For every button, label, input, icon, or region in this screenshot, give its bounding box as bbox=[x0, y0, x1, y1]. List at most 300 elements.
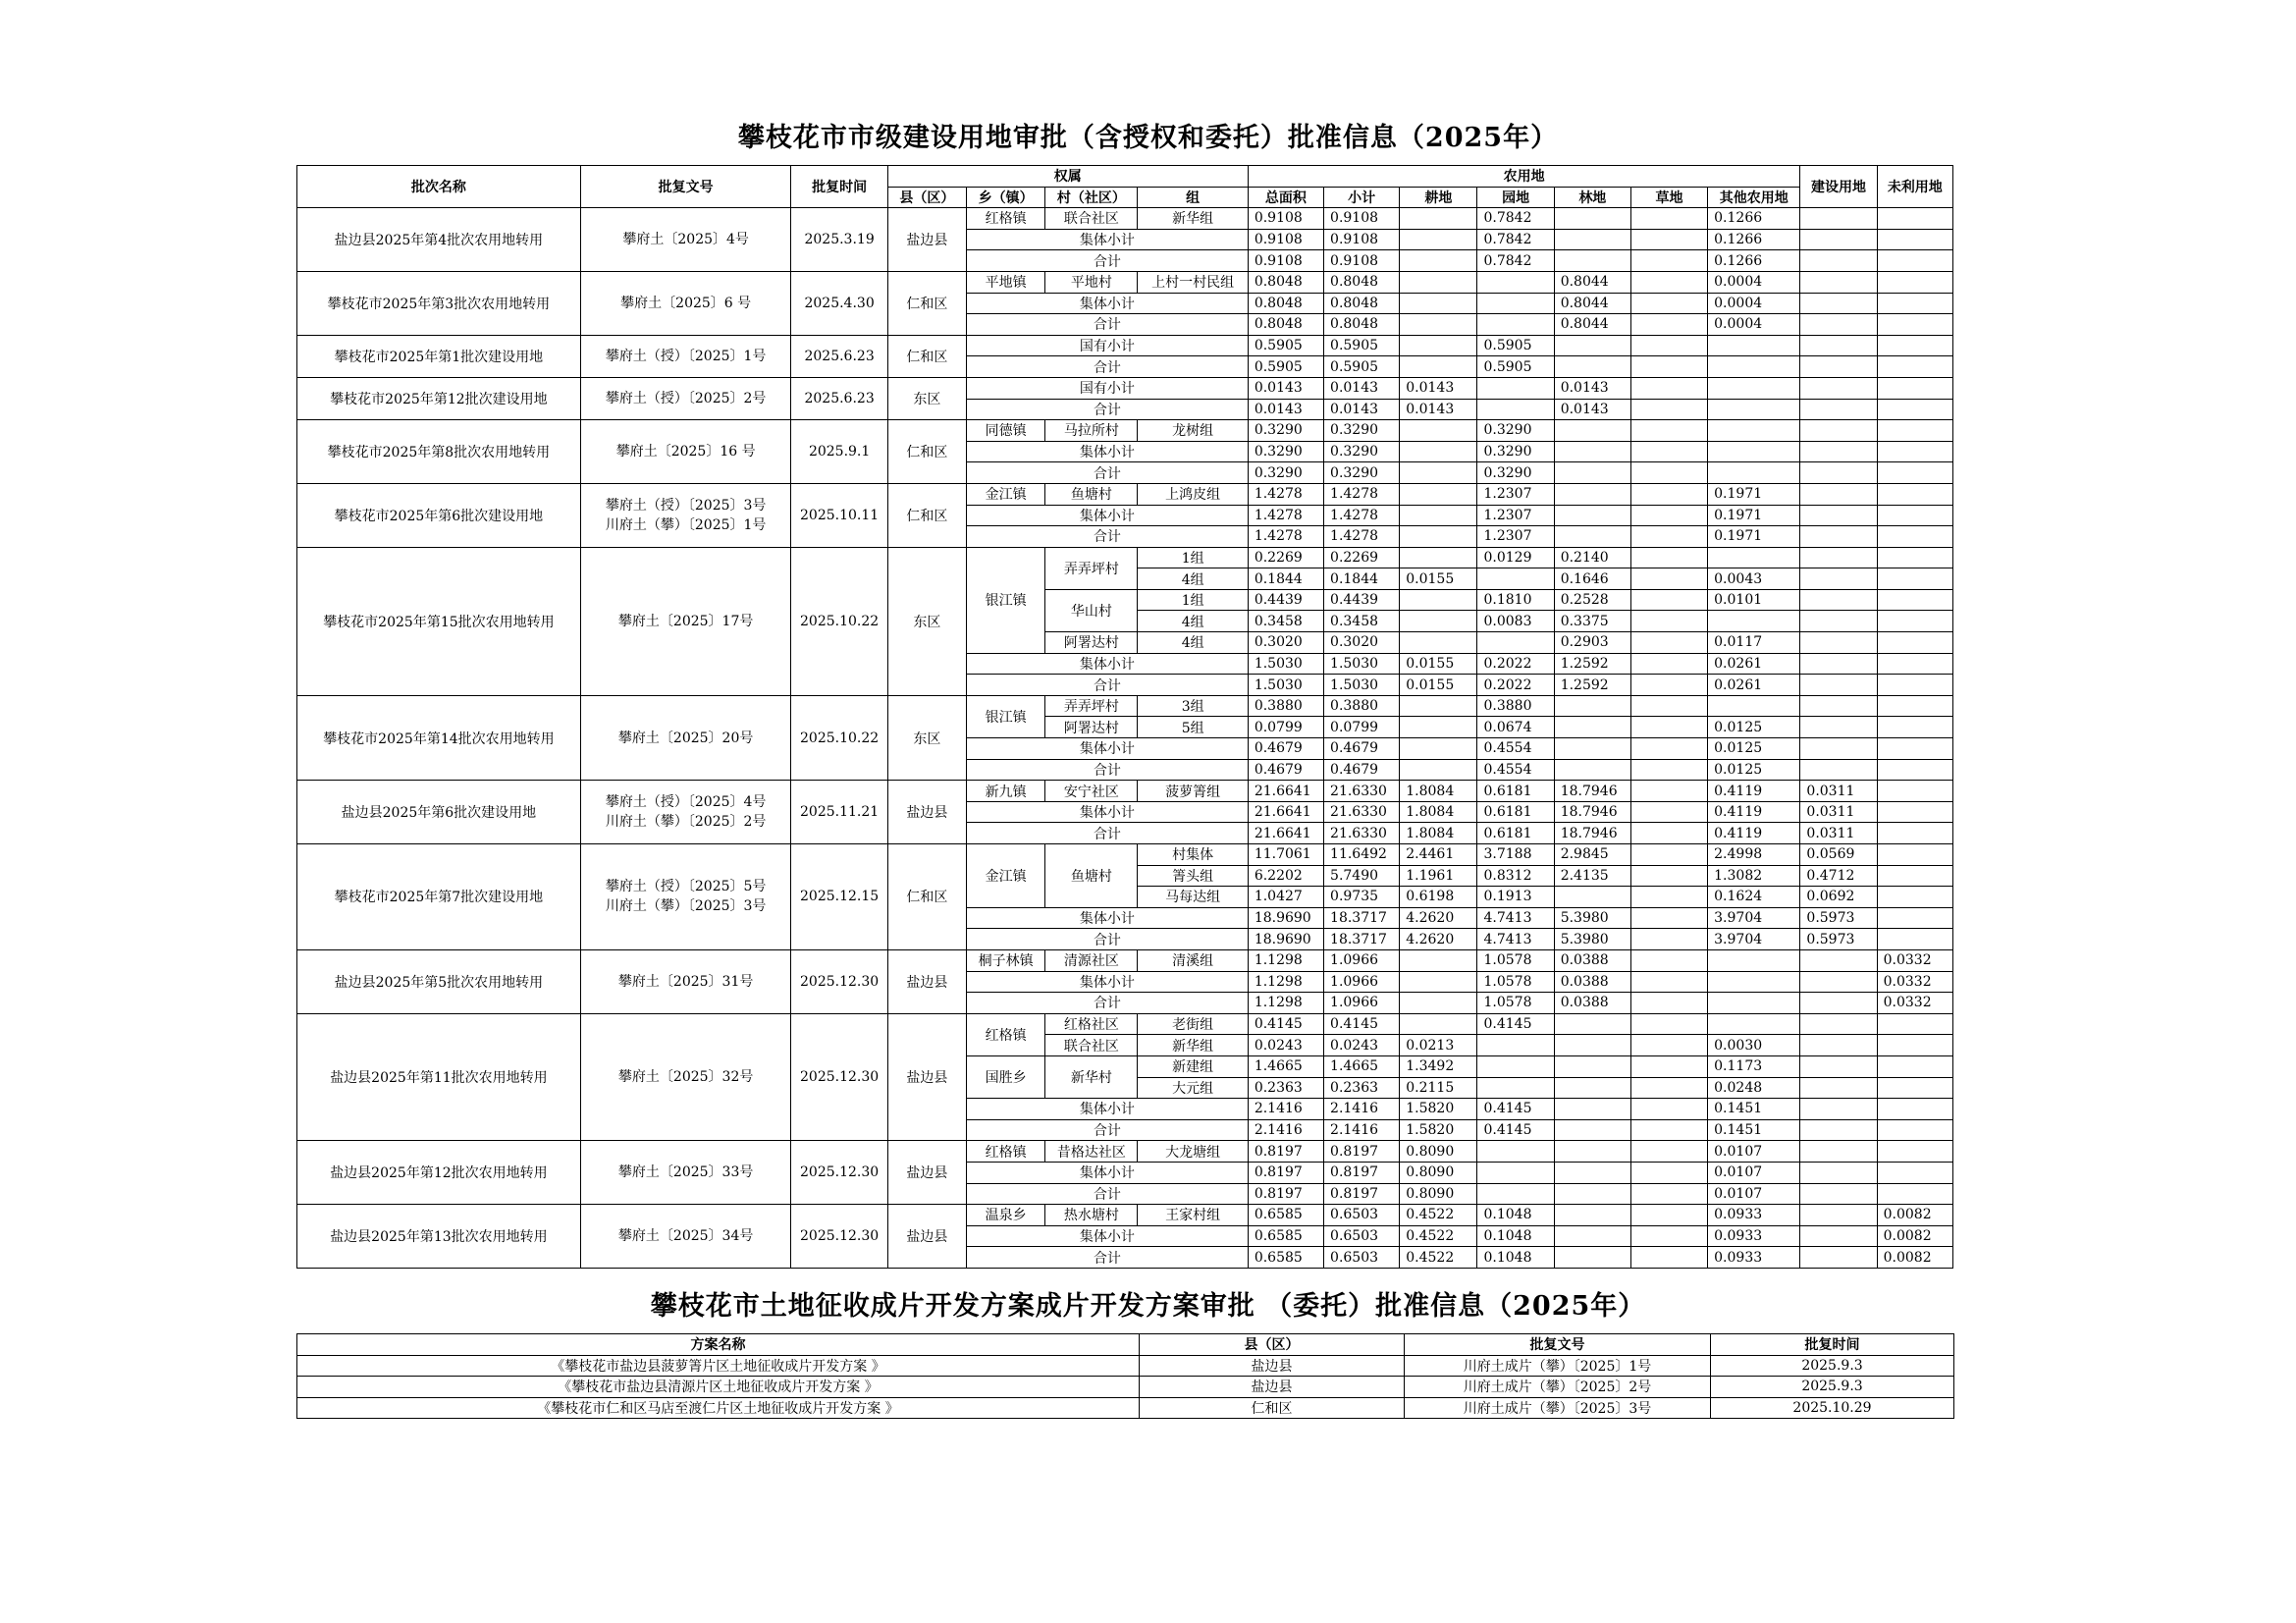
value-construction: 0.0311 bbox=[1800, 823, 1877, 844]
value-garden: 4.7413 bbox=[1477, 907, 1554, 929]
plan-header-name: 方案名称 bbox=[297, 1334, 1140, 1356]
value-total: 1.4665 bbox=[1248, 1055, 1323, 1077]
batch-doc bbox=[580, 1141, 791, 1205]
value-otherfarm: 0.0117 bbox=[1708, 632, 1800, 654]
value-garden bbox=[1477, 1183, 1554, 1205]
value-total: 6.2202 bbox=[1248, 865, 1323, 887]
group-cell: 村集体 bbox=[1138, 844, 1248, 866]
value-unused bbox=[1877, 1035, 1952, 1056]
value-otherfarm: 0.4119 bbox=[1708, 781, 1800, 802]
value-grass bbox=[1630, 271, 1707, 293]
village-cell: 弄弄坪村 bbox=[1045, 547, 1138, 589]
header-doc: 批复文号 bbox=[580, 166, 791, 208]
doc-number: 攀府土〔2025〕20号 bbox=[617, 730, 754, 746]
value-construction bbox=[1800, 675, 1877, 696]
value-arable: 1.5820 bbox=[1400, 1099, 1477, 1120]
value-grass bbox=[1630, 971, 1707, 993]
value-total: 1.4278 bbox=[1248, 505, 1323, 526]
value-unused bbox=[1877, 399, 1952, 420]
value-otherfarm bbox=[1708, 335, 1800, 356]
value-total: 0.8197 bbox=[1248, 1162, 1323, 1183]
batch-name: 盐边县2025年第5批次农用地转用 bbox=[297, 949, 581, 1013]
value-garden bbox=[1477, 568, 1554, 590]
header-arable: 耕地 bbox=[1400, 187, 1477, 208]
batch-doc bbox=[580, 547, 791, 695]
value-subtotal: 0.6503 bbox=[1324, 1247, 1400, 1269]
value-otherfarm bbox=[1708, 611, 1800, 632]
value-forest bbox=[1554, 208, 1630, 230]
doc-number: 攀府土（授）〔2025〕4号 bbox=[605, 794, 767, 811]
plan-name: 《攀枝花市盐边县菠萝箐片区土地征收成片开发方案 》 bbox=[297, 1355, 1140, 1377]
village-cell: 安宁社区 bbox=[1045, 781, 1138, 802]
group-cell: 箐头组 bbox=[1138, 865, 1248, 887]
value-arable: 4.2620 bbox=[1400, 929, 1477, 950]
value-total: 18.9690 bbox=[1248, 907, 1323, 929]
value-garden: 0.0129 bbox=[1477, 547, 1554, 568]
table-row bbox=[297, 844, 1953, 866]
value-subtotal: 21.6330 bbox=[1324, 823, 1400, 844]
value-forest bbox=[1554, 738, 1630, 760]
subtotal-label: 合计 bbox=[966, 462, 1248, 484]
value-otherfarm: 0.0933 bbox=[1708, 1247, 1800, 1269]
value-garden: 1.2307 bbox=[1477, 505, 1554, 526]
value-arable: 0.0155 bbox=[1400, 675, 1477, 696]
batch-county: 仁和区 bbox=[887, 335, 966, 377]
value-arable: 1.5820 bbox=[1400, 1119, 1477, 1141]
value-unused bbox=[1877, 1099, 1952, 1120]
value-construction bbox=[1800, 441, 1877, 462]
batch-date: 2025.12.30 bbox=[791, 949, 887, 1013]
value-total: 18.9690 bbox=[1248, 929, 1323, 950]
value-grass bbox=[1630, 356, 1707, 378]
value-total: 0.4679 bbox=[1248, 738, 1323, 760]
table-row bbox=[297, 420, 1953, 442]
value-garden: 1.2307 bbox=[1477, 483, 1554, 505]
value-arable bbox=[1400, 229, 1477, 250]
group-cell: 新建组 bbox=[1138, 1055, 1248, 1077]
value-forest: 0.1646 bbox=[1554, 568, 1630, 590]
value-forest bbox=[1554, 717, 1630, 738]
value-otherfarm: 0.1971 bbox=[1708, 526, 1800, 548]
value-subtotal: 0.5905 bbox=[1324, 335, 1400, 356]
value-garden bbox=[1477, 1035, 1554, 1056]
value-subtotal: 2.1416 bbox=[1324, 1099, 1400, 1120]
value-garden: 0.4145 bbox=[1477, 1013, 1554, 1035]
value-subtotal: 0.0243 bbox=[1324, 1035, 1400, 1056]
value-construction bbox=[1800, 1077, 1877, 1099]
value-otherfarm bbox=[1708, 547, 1800, 568]
value-arable bbox=[1400, 547, 1477, 568]
batch-county: 盐边县 bbox=[887, 781, 966, 844]
value-unused bbox=[1877, 632, 1952, 654]
value-total: 0.4439 bbox=[1248, 589, 1323, 611]
value-garden: 1.2307 bbox=[1477, 526, 1554, 548]
value-forest bbox=[1554, 462, 1630, 484]
value-unused: 0.0332 bbox=[1877, 971, 1952, 993]
value-total: 0.3880 bbox=[1248, 695, 1323, 717]
value-arable bbox=[1400, 208, 1477, 230]
batch-name: 攀枝花市2025年第12批次建设用地 bbox=[297, 377, 581, 419]
value-forest bbox=[1554, 1055, 1630, 1077]
value-forest bbox=[1554, 1205, 1630, 1226]
value-total: 0.3020 bbox=[1248, 632, 1323, 654]
village-cell: 阿署达村 bbox=[1045, 632, 1138, 654]
value-total: 0.2363 bbox=[1248, 1077, 1323, 1099]
value-otherfarm: 1.3082 bbox=[1708, 865, 1800, 887]
value-unused bbox=[1877, 229, 1952, 250]
batch-doc bbox=[580, 335, 791, 377]
value-subtotal: 0.3458 bbox=[1324, 611, 1400, 632]
value-otherfarm: 0.0933 bbox=[1708, 1225, 1800, 1247]
value-garden: 0.5905 bbox=[1477, 356, 1554, 378]
doc-number: 攀府土〔2025〕4号 bbox=[622, 232, 749, 248]
value-total: 0.3290 bbox=[1248, 462, 1323, 484]
value-arable bbox=[1400, 250, 1477, 272]
value-otherfarm: 0.1971 bbox=[1708, 505, 1800, 526]
value-subtotal: 21.6330 bbox=[1324, 801, 1400, 823]
value-arable: 0.8090 bbox=[1400, 1183, 1477, 1205]
value-construction bbox=[1800, 971, 1877, 993]
value-total: 1.5030 bbox=[1248, 675, 1323, 696]
batch-county: 仁和区 bbox=[887, 271, 966, 335]
value-grass bbox=[1630, 1099, 1707, 1120]
batch-date: 2025.6.23 bbox=[791, 335, 887, 377]
subtotal-label: 合计 bbox=[966, 1247, 1248, 1269]
value-arable bbox=[1400, 971, 1477, 993]
batch-doc bbox=[580, 420, 791, 484]
batch-doc bbox=[580, 949, 791, 1013]
subtotal-label: 合计 bbox=[966, 526, 1248, 548]
value-construction bbox=[1800, 653, 1877, 675]
value-forest: 5.3980 bbox=[1554, 907, 1630, 929]
value-grass bbox=[1630, 462, 1707, 484]
value-grass bbox=[1630, 1162, 1707, 1183]
plan-row bbox=[297, 1355, 1954, 1377]
value-grass bbox=[1630, 335, 1707, 356]
value-unused bbox=[1877, 1013, 1952, 1035]
village-cell: 热水塘村 bbox=[1045, 1205, 1138, 1226]
value-arable: 1.8084 bbox=[1400, 823, 1477, 844]
value-grass bbox=[1630, 844, 1707, 866]
value-arable bbox=[1400, 483, 1477, 505]
village-cell: 联合社区 bbox=[1045, 1035, 1138, 1056]
value-forest: 18.7946 bbox=[1554, 781, 1630, 802]
value-construction bbox=[1800, 250, 1877, 272]
value-grass bbox=[1630, 229, 1707, 250]
value-subtotal: 0.3880 bbox=[1324, 695, 1400, 717]
value-garden: 0.0083 bbox=[1477, 611, 1554, 632]
value-total: 0.9108 bbox=[1248, 250, 1323, 272]
value-otherfarm bbox=[1708, 1013, 1800, 1035]
value-grass bbox=[1630, 759, 1707, 781]
doc-number: 攀府土（授）〔2025〕1号 bbox=[605, 348, 767, 364]
value-construction bbox=[1800, 208, 1877, 230]
batch-doc bbox=[580, 377, 791, 419]
value-arable bbox=[1400, 356, 1477, 378]
value-unused bbox=[1877, 887, 1952, 908]
value-total: 11.7061 bbox=[1248, 844, 1323, 866]
value-construction bbox=[1800, 759, 1877, 781]
value-garden: 0.2022 bbox=[1477, 675, 1554, 696]
subtotal-label: 合计 bbox=[966, 993, 1248, 1014]
table-row bbox=[297, 949, 1953, 971]
batch-date: 2025.12.30 bbox=[791, 1141, 887, 1205]
value-forest bbox=[1554, 483, 1630, 505]
value-total: 0.8197 bbox=[1248, 1141, 1323, 1163]
batch-name: 攀枝花市2025年第14批次农用地转用 bbox=[297, 695, 581, 780]
batch-date: 2025.10.22 bbox=[791, 547, 887, 695]
value-total: 0.2269 bbox=[1248, 547, 1323, 568]
subtotal-label: 集体小计 bbox=[966, 971, 1248, 993]
value-garden: 0.1048 bbox=[1477, 1247, 1554, 1269]
value-arable: 0.0143 bbox=[1400, 377, 1477, 399]
subtotal-label: 国有小计 bbox=[966, 377, 1248, 399]
value-total: 1.0427 bbox=[1248, 887, 1323, 908]
value-garden: 0.4554 bbox=[1477, 759, 1554, 781]
value-total: 21.6641 bbox=[1248, 781, 1323, 802]
batch-county: 仁和区 bbox=[887, 420, 966, 484]
doc-number: 攀府土〔2025〕16 号 bbox=[615, 444, 756, 460]
value-forest bbox=[1554, 505, 1630, 526]
value-unused bbox=[1877, 314, 1952, 336]
value-subtotal: 1.0966 bbox=[1324, 949, 1400, 971]
group-cell: 上鸿皮组 bbox=[1138, 483, 1248, 505]
value-otherfarm: 0.4119 bbox=[1708, 823, 1800, 844]
value-otherfarm: 0.0004 bbox=[1708, 314, 1800, 336]
value-garden: 1.0578 bbox=[1477, 993, 1554, 1014]
value-grass bbox=[1630, 399, 1707, 420]
value-construction bbox=[1800, 695, 1877, 717]
batch-doc bbox=[580, 1205, 791, 1269]
value-total: 0.0799 bbox=[1248, 717, 1323, 738]
value-garden bbox=[1477, 271, 1554, 293]
value-unused bbox=[1877, 738, 1952, 760]
value-unused: 0.0082 bbox=[1877, 1225, 1952, 1247]
value-garden: 1.0578 bbox=[1477, 971, 1554, 993]
value-garden bbox=[1477, 377, 1554, 399]
value-arable bbox=[1400, 611, 1477, 632]
value-total: 1.4278 bbox=[1248, 483, 1323, 505]
value-total: 0.6585 bbox=[1248, 1225, 1323, 1247]
value-garden: 0.1048 bbox=[1477, 1225, 1554, 1247]
value-subtotal: 0.2269 bbox=[1324, 547, 1400, 568]
value-garden bbox=[1477, 293, 1554, 314]
value-unused bbox=[1877, 420, 1952, 442]
value-total: 0.3290 bbox=[1248, 441, 1323, 462]
value-arable bbox=[1400, 505, 1477, 526]
value-subtotal: 0.3290 bbox=[1324, 441, 1400, 462]
value-arable bbox=[1400, 993, 1477, 1014]
value-arable: 0.8090 bbox=[1400, 1141, 1477, 1163]
doc-number: 攀府土〔2025〕17号 bbox=[617, 613, 754, 629]
value-garden bbox=[1477, 1162, 1554, 1183]
value-arable bbox=[1400, 314, 1477, 336]
subtotal-label: 集体小计 bbox=[966, 229, 1248, 250]
table-row bbox=[297, 695, 1953, 717]
value-subtotal: 1.0966 bbox=[1324, 993, 1400, 1014]
table-row bbox=[297, 377, 1953, 399]
value-otherfarm: 0.0107 bbox=[1708, 1162, 1800, 1183]
value-otherfarm: 0.1624 bbox=[1708, 887, 1800, 908]
value-otherfarm: 0.0261 bbox=[1708, 653, 1800, 675]
value-garden bbox=[1477, 399, 1554, 420]
value-construction: 0.5973 bbox=[1800, 929, 1877, 950]
batch-name: 盐边县2025年第4批次农用地转用 bbox=[297, 208, 581, 272]
town-cell: 同德镇 bbox=[966, 420, 1044, 442]
value-arable bbox=[1400, 695, 1477, 717]
header-farmland: 农用地 bbox=[1248, 166, 1800, 188]
value-subtotal: 18.3717 bbox=[1324, 929, 1400, 950]
value-otherfarm: 0.0125 bbox=[1708, 738, 1800, 760]
village-cell: 平地村 bbox=[1045, 271, 1138, 293]
plan-doc: 川府土成片（攀）〔2025〕2号 bbox=[1405, 1377, 1711, 1398]
value-construction bbox=[1800, 1162, 1877, 1183]
subtotal-label: 集体小计 bbox=[966, 801, 1248, 823]
value-grass bbox=[1630, 907, 1707, 929]
value-subtotal: 1.4665 bbox=[1324, 1055, 1400, 1077]
value-forest bbox=[1554, 1013, 1630, 1035]
value-unused bbox=[1877, 356, 1952, 378]
value-construction bbox=[1800, 632, 1877, 654]
value-arable: 1.1961 bbox=[1400, 865, 1477, 887]
value-subtotal: 1.5030 bbox=[1324, 653, 1400, 675]
value-subtotal: 0.8048 bbox=[1324, 314, 1400, 336]
value-total: 0.4145 bbox=[1248, 1013, 1323, 1035]
town-cell: 红格镇 bbox=[966, 1013, 1044, 1055]
value-construction bbox=[1800, 271, 1877, 293]
value-unused bbox=[1877, 801, 1952, 823]
value-garden: 0.4145 bbox=[1477, 1099, 1554, 1120]
subtotal-label: 合计 bbox=[966, 356, 1248, 378]
value-construction: 0.0311 bbox=[1800, 781, 1877, 802]
value-construction bbox=[1800, 1225, 1877, 1247]
value-construction bbox=[1800, 526, 1877, 548]
value-otherfarm: 0.1971 bbox=[1708, 483, 1800, 505]
doc-number: 攀府土〔2025〕32号 bbox=[617, 1069, 754, 1086]
town-cell: 金江镇 bbox=[966, 844, 1044, 908]
town-cell: 国胜乡 bbox=[966, 1055, 1044, 1098]
value-unused bbox=[1877, 250, 1952, 272]
value-unused bbox=[1877, 717, 1952, 738]
subtotal-label: 合计 bbox=[966, 1183, 1248, 1205]
value-grass bbox=[1630, 1055, 1707, 1077]
value-otherfarm bbox=[1708, 971, 1800, 993]
value-otherfarm bbox=[1708, 462, 1800, 484]
subtotal-label: 合计 bbox=[966, 1119, 1248, 1141]
value-total: 0.8048 bbox=[1248, 314, 1323, 336]
value-garden bbox=[1477, 632, 1554, 654]
table-row bbox=[297, 335, 1953, 356]
batch-date: 2025.12.30 bbox=[791, 1013, 887, 1141]
value-subtotal: 0.8197 bbox=[1324, 1141, 1400, 1163]
village-cell: 联合社区 bbox=[1045, 208, 1138, 230]
value-arable: 0.4522 bbox=[1400, 1205, 1477, 1226]
page-title: 攀枝花市市级建设用地审批（含授权和委托）批准信息（2025年） bbox=[737, 123, 1559, 153]
value-unused: 0.0082 bbox=[1877, 1205, 1952, 1226]
value-unused bbox=[1877, 844, 1952, 866]
value-construction bbox=[1800, 462, 1877, 484]
value-grass bbox=[1630, 738, 1707, 760]
town-cell: 银江镇 bbox=[966, 695, 1044, 737]
value-construction bbox=[1800, 547, 1877, 568]
value-forest: 18.7946 bbox=[1554, 823, 1630, 844]
doc-number: 川府土（攀）〔2025〕3号 bbox=[605, 898, 767, 915]
value-grass bbox=[1630, 823, 1707, 844]
value-grass bbox=[1630, 441, 1707, 462]
batch-county: 盐边县 bbox=[887, 1141, 966, 1205]
value-subtotal: 0.8197 bbox=[1324, 1183, 1400, 1205]
value-subtotal: 1.4278 bbox=[1324, 483, 1400, 505]
value-construction bbox=[1800, 1141, 1877, 1163]
town-cell: 银江镇 bbox=[966, 547, 1044, 653]
doc-number: 攀府土（授）〔2025〕5号 bbox=[605, 879, 767, 895]
value-unused bbox=[1877, 483, 1952, 505]
value-forest bbox=[1554, 1119, 1630, 1141]
group-cell: 5组 bbox=[1138, 717, 1248, 738]
value-unused bbox=[1877, 441, 1952, 462]
value-construction bbox=[1800, 993, 1877, 1014]
value-subtotal: 1.4278 bbox=[1324, 526, 1400, 548]
value-unused bbox=[1877, 208, 1952, 230]
value-grass bbox=[1630, 695, 1707, 717]
value-arable bbox=[1400, 589, 1477, 611]
plan-doc: 川府土成片（攀）〔2025〕1号 bbox=[1405, 1355, 1711, 1377]
value-grass bbox=[1630, 865, 1707, 887]
header-town: 乡（镇） bbox=[966, 187, 1044, 208]
value-subtotal: 18.3717 bbox=[1324, 907, 1400, 929]
value-subtotal: 0.8048 bbox=[1324, 271, 1400, 293]
value-garden bbox=[1477, 1141, 1554, 1163]
value-garden bbox=[1477, 314, 1554, 336]
village-cell: 红格社区 bbox=[1045, 1013, 1138, 1035]
subtotal-label: 集体小计 bbox=[966, 738, 1248, 760]
value-subtotal: 0.4439 bbox=[1324, 589, 1400, 611]
value-otherfarm: 0.0125 bbox=[1708, 759, 1800, 781]
value-grass bbox=[1630, 1013, 1707, 1035]
value-unused bbox=[1877, 1055, 1952, 1077]
doc-number: 攀府土（授）〔2025〕2号 bbox=[605, 391, 767, 407]
village-cell: 阿署达村 bbox=[1045, 717, 1138, 738]
batch-county: 东区 bbox=[887, 377, 966, 419]
value-subtotal: 1.0966 bbox=[1324, 971, 1400, 993]
batch-name: 攀枝花市2025年第6批次建设用地 bbox=[297, 483, 581, 547]
group-cell: 大龙塘组 bbox=[1138, 1141, 1248, 1163]
batch-doc bbox=[580, 483, 791, 547]
subtotal-label: 合计 bbox=[966, 250, 1248, 272]
batch-name: 攀枝花市2025年第1批次建设用地 bbox=[297, 335, 581, 377]
value-arable: 0.6198 bbox=[1400, 887, 1477, 908]
value-construction: 0.4712 bbox=[1800, 865, 1877, 887]
value-forest: 0.2528 bbox=[1554, 589, 1630, 611]
value-forest: 0.2140 bbox=[1554, 547, 1630, 568]
group-cell: 1组 bbox=[1138, 547, 1248, 568]
batch-doc bbox=[580, 781, 791, 844]
header-unused: 未利用地 bbox=[1877, 166, 1952, 208]
header-group: 组 bbox=[1138, 187, 1248, 208]
batch-county: 仁和区 bbox=[887, 844, 966, 950]
value-total: 21.6641 bbox=[1248, 801, 1323, 823]
subtotal-label: 集体小计 bbox=[966, 1162, 1248, 1183]
value-arable: 2.4461 bbox=[1400, 844, 1477, 866]
value-subtotal: 0.3020 bbox=[1324, 632, 1400, 654]
value-subtotal: 5.7490 bbox=[1324, 865, 1400, 887]
value-unused: 0.0332 bbox=[1877, 949, 1952, 971]
table-row bbox=[297, 1013, 1953, 1035]
group-cell: 4组 bbox=[1138, 632, 1248, 654]
value-grass bbox=[1630, 314, 1707, 336]
value-garden: 4.7413 bbox=[1477, 929, 1554, 950]
value-subtotal: 0.3290 bbox=[1324, 420, 1400, 442]
